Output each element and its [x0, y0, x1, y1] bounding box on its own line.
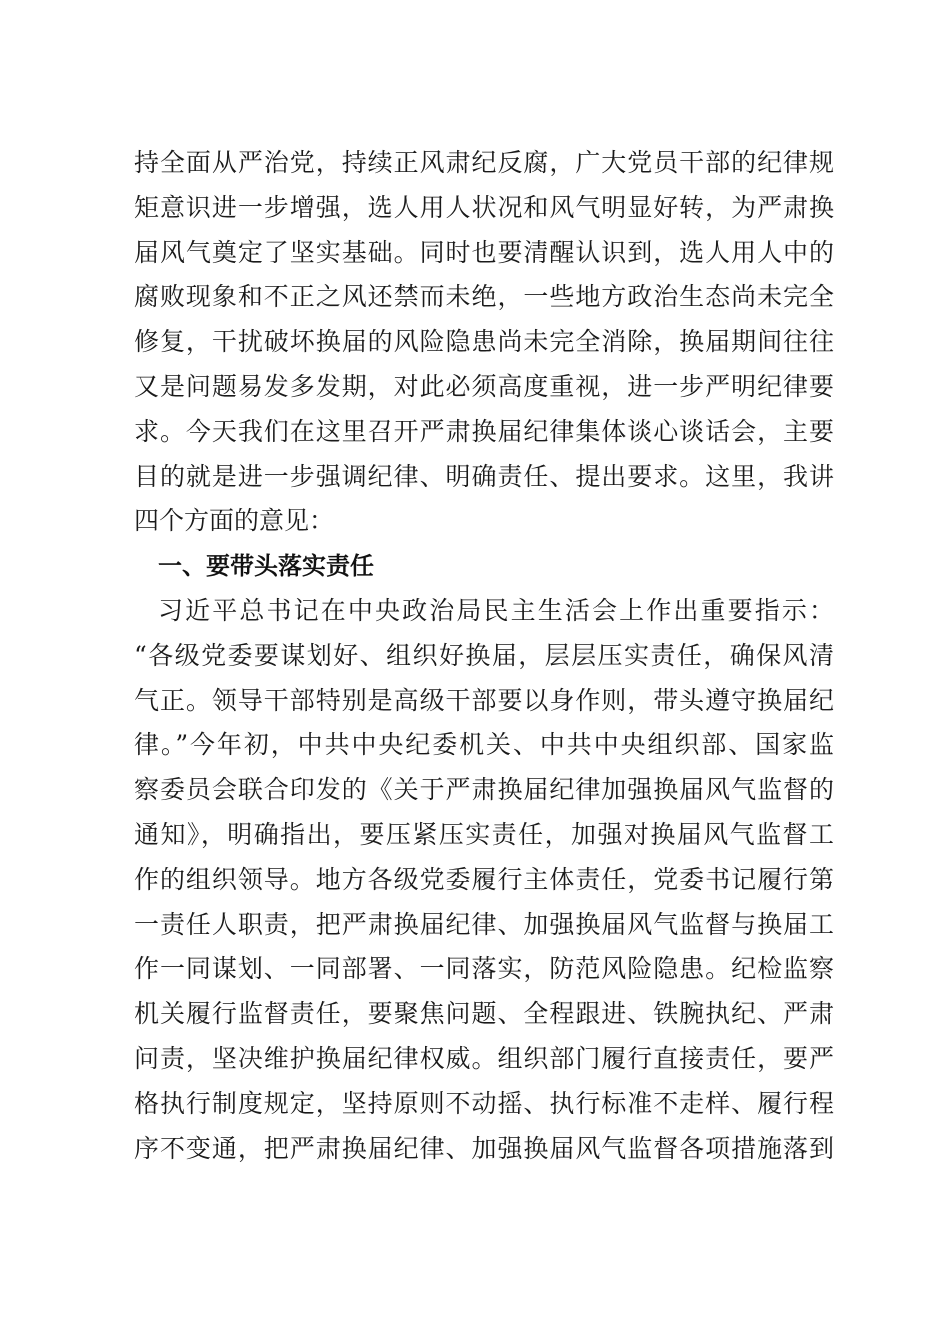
- body-text-line: 目的就是进一步强调纪律、明确责任、提出要求。这里，我讲: [134, 461, 834, 491]
- body-text-line: 律。”今年初，中共中央纪委机关、中共中央组织部、国家监: [134, 730, 834, 760]
- body-text-line: 四个方面的意见：: [134, 506, 335, 536]
- body-text-line: 气正。领导干部特别是高级干部要以身作则，带头遵守换届纪: [134, 685, 834, 715]
- body-text-line: 作的组织领导。地方各级党委履行主体责任，党委书记履行第: [134, 864, 834, 894]
- body-text-line: 问责，坚决维护换届纪律权威。组织部门履行直接责任，要严: [134, 1043, 834, 1073]
- body-text-line: 察委员会联合印发的《关于严肃换届纪律加强换届风气监督的: [134, 775, 834, 805]
- body-text-line: 修复，干扰破坏换届的风险隐患尚未完全消除，换届期间往往: [134, 327, 834, 357]
- body-text-line: 求。今天我们在这里召开严肃换届纪律集体谈心谈话会，主要: [134, 416, 834, 446]
- body-text-line: 序不变通，把严肃换届纪律、加强换届风气监督各项措施落到: [134, 1133, 834, 1163]
- section-heading: 一、要带头落实责任: [158, 552, 374, 581]
- body-text-line: 机关履行监督责任，要聚焦问题、全程跟进、铁腕执纪、严肃: [134, 999, 834, 1029]
- body-text-line: 又是问题易发多发期，对此必须高度重视，进一步严明纪律要: [134, 371, 834, 401]
- body-text-line: 一责任人职责，把严肃换届纪律、加强换届风气监督与换届工: [134, 909, 834, 939]
- body-text-line: 作一同谋划、一同部署、一同落实，防范风险隐患。纪检监察: [134, 954, 834, 984]
- document-body: [134, 141, 834, 1171]
- body-text-line: 矩意识进一步增强，选人用人状况和风气明显好转，为严肃换: [134, 192, 834, 222]
- body-text-line: 格执行制度规定，坚持原则不动摇、执行标准不走样、履行程: [134, 1088, 834, 1118]
- body-text-line: 腐败现象和不正之风还禁而未绝，一些地方政治生态尚未完全: [134, 282, 834, 312]
- body-text-line: 持全面从严治党，持续正风肃纪反腐，广大党员干部的纪律规: [134, 148, 834, 177]
- body-text-line: 通知》，明确指出，要压紧压实责任，加强对换届风气监督工: [134, 819, 834, 849]
- body-text-line: “各级党委要谋划好、组织好换届，层层压实责任，确保风清: [134, 640, 834, 670]
- body-text-line: 届风气奠定了坚实基础。同时也要清醒认识到，选人用人中的: [134, 237, 834, 267]
- body-text-line: 习近平总书记在中央政治局民主生活会上作出重要指示：: [158, 595, 834, 625]
